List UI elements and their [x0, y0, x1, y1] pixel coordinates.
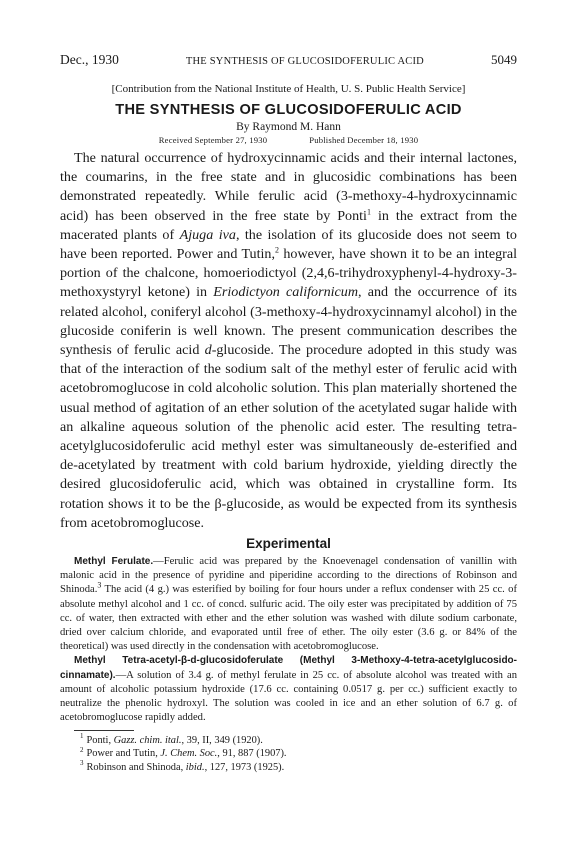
subheading: Methyl Tetra-acetyl-β-d-glucosidoferulate (Methyl 3-Methoxy-4-tetra-acetylglucosido-cinnamate).: [60, 655, 517, 681]
date-line: [60, 135, 517, 145]
article-title: THE SYNTHESIS OF GLUCOSIDOFERULIC ACID: [115, 102, 462, 118]
footnote-ref: 2: [275, 245, 280, 255]
footnote-ref: 1: [366, 206, 371, 216]
running-header: [60, 52, 517, 68]
issue-date: Dec., 1930: [60, 52, 119, 67]
footnotes: [60, 734, 517, 775]
subheading: Methyl Ferulate.: [74, 556, 154, 568]
introduction: [60, 149, 517, 533]
footnote: $^2$ Power and Tutin, J. Chem. Soc., 91, 887 (1907).: [80, 745, 287, 760]
footnote-ref: 3: [97, 580, 102, 590]
journal-page: [60, 52, 517, 774]
footnote: $^3$ Robinson and Shinoda, ibid., 127, 1973 (1925).: [80, 759, 285, 773]
footnote: $^1$ Ponti, Gazz. chim. ital., 39, II, 349 (1920).: [80, 732, 263, 746]
author-line: By Raymond M. Hann: [236, 121, 341, 133]
section-heading-experimental: Experimental: [246, 536, 331, 552]
contribution-note: [Contribution from the National Institute of Health, U. S. Public Health Service]: [111, 83, 466, 95]
experimental-section: [60, 555, 517, 725]
received-date: Received September 27, 1930: [158, 135, 268, 145]
page-number: 5049: [490, 52, 517, 67]
footnote-divider: [74, 730, 134, 731]
running-title: THE SYNTHESIS OF GLUCOSIDOFERULIC ACID: [185, 56, 424, 67]
methyl-ferulate-paragraph: Methyl Ferulate.—Ferulic acid was prepared by the Knoevenagel condensation of vanillin with malonic acid in the presence of pyridine and piperidine according to the directions of Robinson and Shinoda.$^3$ The acid (4 g.) was esterified by boiling for four hours under a reflux condenser with 25 cc. of absolute methyl alcohol and 1 cc. of concd. sulfuric acid. The oily ester was precipitated by addition of 75 cc. of water, then extracted with ether and the ether solution was washed with dilute sodium carbonate, dried over calcium chloride, and evaporated until free of ether. The oily ester (3.6 g. or 84% of the theoretical) was used directly in the condensation with acetobromoglucose.: [60, 556, 517, 653]
tetra-acetyl-paragraph: Methyl Tetra-acetyl-β-d-glucosidoferulate (Methyl 3-Methoxy-4-tetra-acetylglucosido-cinnamate).—A solution of 3.4 g. of methyl ferulate in 25 cc. of absolute alcohol was treated with an amount of alcoholic potassium hydroxide (17.6 cc. containing 0.0517 g. per cc.) sufficient exactly to neutralize the phenolic hydroxyl. The solution was cooled in ice and an ether solution of 6.7 g. of acetobromoglucose rapidly added.: [60, 655, 517, 724]
published-date: Published December 18, 1930: [309, 135, 419, 145]
intro-paragraph: The natural occurrence of hydroxycinnamic acids and their internal lactones, the coumarins, in the free state and in glucosidic combinations has been demonstrated repeatedly. While ferulic acid (3-methoxy-4-hydroxycinnamic acid) has been observed in the free state by Ponti$^1$ in the extract from the macerated plants of Ajuga iva, the isolation of its glucoside does not seem to have been reported. Power and Tutin,$^2$ however, have shown it to be an integral portion of the chalcone, homoeriodictyol (2,4,6-trihydroxyphenyl-4-hydroxy-3-methoxystyryl ketone) in Eriodictyon californicum, and the occurrence of its related alcohol, coniferyl alcohol (3-methoxy-4-hydroxycinnamyl alcohol) in the glucoside coniferin is well known. The present communication describes the synthesis of ferulic acid d-glucoside. The procedure adopted in this study was that of the interaction of the sodium salt of the methyl ester of ferulic acid with acetobromoglucose in cold alcoholic solution. This plan materially shortened the usual method of agitation of an ether solution of the acetylated sugar halide with an alkaline aqueous solution of the phenolic acid ester. The resulting tetra-acetylglucosidoferulic acid methyl ester was simultaneously de-esterified and de-acetylated by treatment with cold barium hydroxide, yielding directly the desired glucosidoferulic acid, which was obtained in crystalline form. Its rotation shows it to be the β-glucoside, as would be expected from its synthesis from acetobromoglucose.: [60, 150, 518, 531]
